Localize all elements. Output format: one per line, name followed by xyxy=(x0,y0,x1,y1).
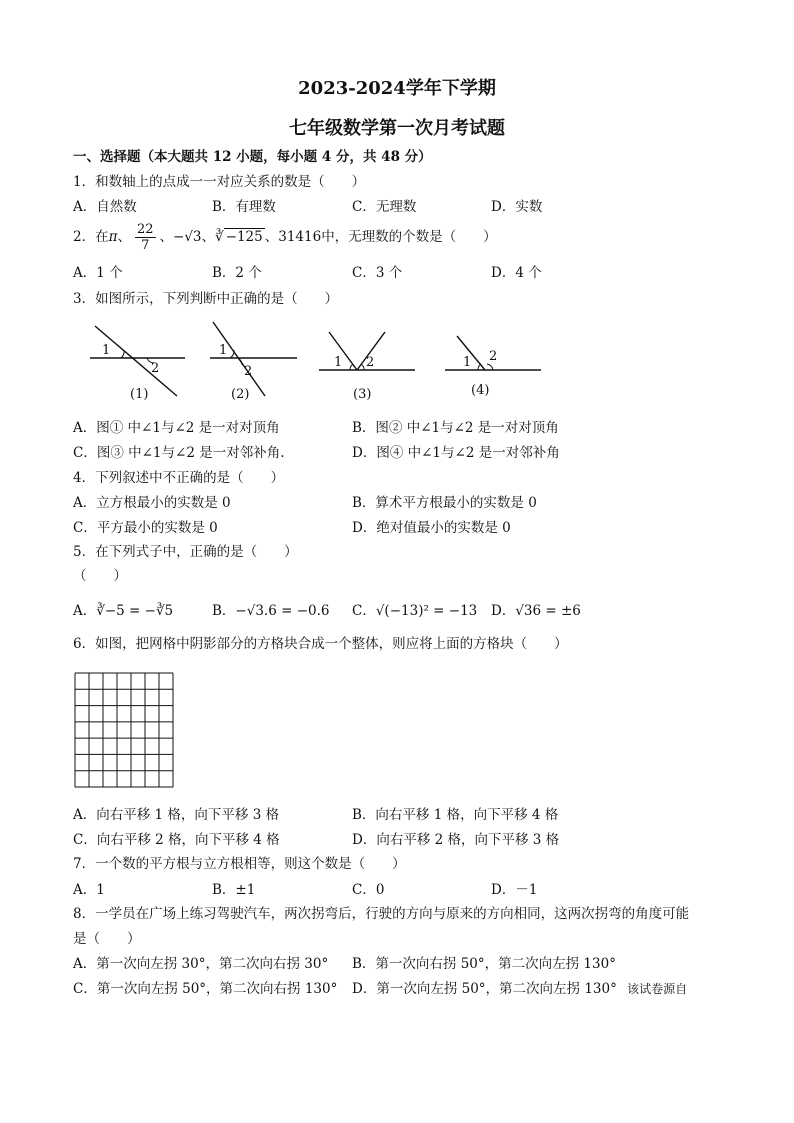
q3-fig4-angle-2: 2 xyxy=(489,349,498,364)
q2-stem xyxy=(73,222,497,253)
q3-figure-4 xyxy=(445,336,541,398)
q5-paren: （ ） xyxy=(73,568,127,584)
q8-option-d-text: D．第一次向左拐 50°，第二次向左拐 130° xyxy=(352,981,617,997)
q7-option-a: A．1 xyxy=(73,882,105,898)
q2-sep-1: 、 xyxy=(117,229,131,245)
q1-option-c: C．无理数 xyxy=(352,199,417,215)
q4-option-a: A．立方根最小的实数是 0 xyxy=(73,495,231,511)
q2-pi: π xyxy=(108,229,118,245)
section-heading: 一、选择题（本大题共 12 小题，每小题 4 分，共 48 分） xyxy=(73,149,432,165)
q3-option-a: A．图① 中∠1与∠2 是一对对顶角 xyxy=(73,420,280,436)
q2-sep-4: 、 xyxy=(264,229,279,245)
q7-option-c: C．0 xyxy=(352,882,385,898)
q2-option-b: B．2 个 xyxy=(212,265,262,281)
q4-option-d: D．绝对值最小的实数是 0 xyxy=(352,520,511,536)
q3-fig3-label: (3) xyxy=(353,387,372,402)
q2-sep-3: 、 xyxy=(201,229,216,245)
q8-trailing-note: 该试卷源自 xyxy=(627,982,688,996)
q3-figure-1 xyxy=(90,326,185,402)
q2-option-c: C．3 个 xyxy=(352,265,403,281)
q3-fig2-angle-2: 2 xyxy=(244,364,253,379)
q2-frac-num: 22 xyxy=(136,222,154,237)
q1-option-b: B．有理数 xyxy=(212,199,276,215)
q8-option-b: B．第一次向右拐 50°，第二次向左拐 130° xyxy=(352,956,616,972)
q5-option-a: A．∛−5 = −∛5 xyxy=(73,603,174,619)
q3-fig3-angle-2: 2 xyxy=(366,355,375,370)
title-line-1: 2023-2024学年下学期 xyxy=(298,78,496,99)
q1-stem: 1．和数轴上的点成一一对应关系的数是（ ） xyxy=(73,174,366,190)
q3-fig2-angle-1: 1 xyxy=(219,343,228,358)
q8-option-a: A．第一次向左拐 30°，第二次向右拐 30° xyxy=(73,956,329,972)
q6-option-d: D．向右平移 2 格，向下平移 3 格 xyxy=(352,832,560,848)
q2-cbrt-radicand: −125 xyxy=(225,229,263,245)
q7-option-d: D．－1 xyxy=(491,882,538,898)
q2-suffix: 中，无理数的个数是（ ） xyxy=(321,229,497,245)
q7-stem: 7．一个数的平方根与立方根相等，则这个数是（ ） xyxy=(73,856,406,872)
q4-stem: 4．下列叙述中不正确的是（ ） xyxy=(73,470,285,486)
q2-fraction xyxy=(135,222,156,253)
q3-fig3-angle-1: 1 xyxy=(334,355,343,370)
q5-option-c: C．√(−13)² = −13 xyxy=(352,603,478,619)
q6-grid-figure xyxy=(74,672,174,788)
q3-fig1-angle-1: 1 xyxy=(102,343,111,358)
q6-stem: 6．如图，把网格中阴影部分的方格块合成一个整体，则应将上面的方格块（ ） xyxy=(73,636,568,652)
q6-option-c: C．向右平移 2 格，向下平移 4 格 xyxy=(73,832,280,848)
q3-fig1-angle-2: 2 xyxy=(151,361,160,376)
q3-fig1-label: (1) xyxy=(130,387,149,402)
q3-figure-3 xyxy=(319,332,415,402)
q8-stem-line-1: 8．一学员在广场上练习驾驶汽车，两次拐弯后，行驶的方向与原来的方向相同，这两次拐弯的角度可能 xyxy=(73,906,690,922)
q4-option-b: B．算术平方根最小的实数是 0 xyxy=(352,495,537,511)
q1-option-a: A．自然数 xyxy=(73,199,137,215)
q4-option-c: C．平方最小的实数是 0 xyxy=(73,520,218,536)
q2-sep-2: 、 xyxy=(159,229,174,245)
q7-option-b: B．±1 xyxy=(212,882,256,898)
q3-angle-figures xyxy=(85,318,545,408)
q5-option-b: B．−√3.6 = −0.6 xyxy=(212,603,330,619)
q5-stem: 5．在下列式子中，正确的是（ ） xyxy=(73,544,298,560)
q3-fig4-angle-1: 1 xyxy=(463,355,472,370)
q3-option-c: C．图③ 中∠1与∠2 是一对邻补角. xyxy=(73,445,285,461)
q8-stem-line-2: 是（ ） xyxy=(73,931,141,947)
q3-stem: 3．如图所示，下列判断中正确的是（ ） xyxy=(73,291,339,307)
q3-option-d: D．图④ 中∠1与∠2 是一对邻补角 xyxy=(352,445,560,461)
q8-option-d xyxy=(352,980,687,998)
q8-option-c: C．第一次向左拐 50°，第二次向右拐 130° xyxy=(73,981,338,997)
title-line-2: 七年级数学第一次月考试题 xyxy=(289,118,505,139)
q6-option-b: B．向右平移 1 格，向下平移 4 格 xyxy=(352,807,559,823)
q3-option-b: B．图② 中∠1与∠2 是一对对顶角 xyxy=(352,420,559,436)
q1-option-d: D．实数 xyxy=(491,199,543,215)
q5-option-d: D．√36 = ±6 xyxy=(491,603,581,619)
q3-fig2-label: (2) xyxy=(231,387,250,402)
q2-option-d: D．4 个 xyxy=(491,265,542,281)
q2-number: 31416 xyxy=(278,229,322,245)
q3-fig4-label: (4) xyxy=(471,383,490,398)
q2-option-a: A．1 个 xyxy=(73,265,123,281)
q2-neg-sqrt3: −√3 xyxy=(173,229,202,245)
q2-prefix: 2．在 xyxy=(73,229,109,245)
q2-frac-den: 7 xyxy=(141,238,150,253)
q2-cbrt-sign: ∛ xyxy=(215,229,224,245)
q6-option-a: A．向右平移 1 格，向下平移 3 格 xyxy=(73,807,280,823)
q3-figure-2 xyxy=(210,322,297,402)
